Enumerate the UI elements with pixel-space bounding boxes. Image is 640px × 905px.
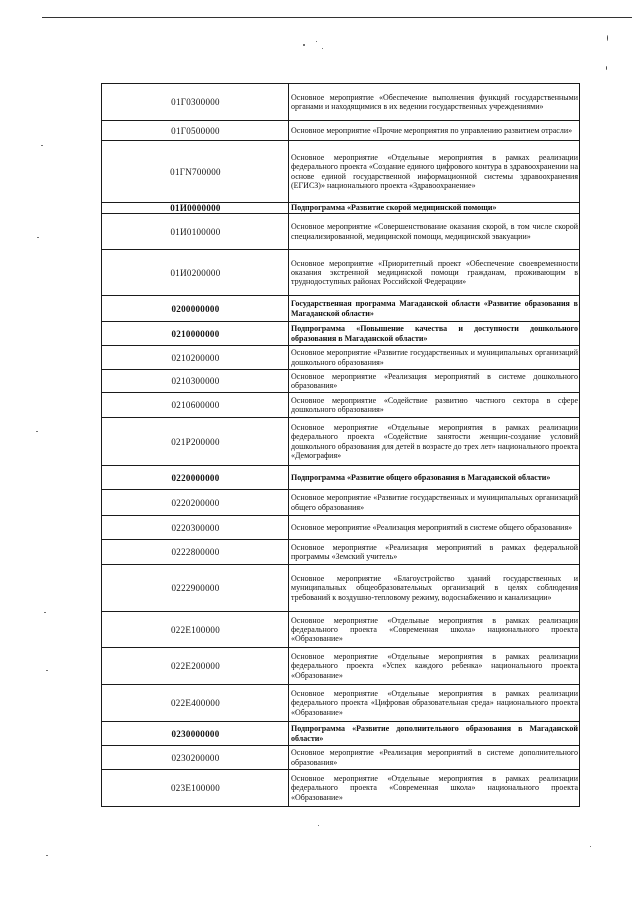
scan-speck: [44, 612, 46, 613]
table-row: [102, 346, 580, 370]
program-description: Основное мероприятие «Отдельные мероприятия в рамках реализации федерального проекта «Современная школа» национального проекта «Образование»: [289, 770, 580, 807]
classification-code: 0200000000: [102, 296, 289, 322]
classification-code: 01И0100000: [102, 214, 289, 250]
program-description: Основное мероприятие «Реализация мероприятий в системе дополнительного образования»: [289, 746, 580, 770]
classification-code: 022E400000: [102, 685, 289, 722]
program-description: Основное мероприятие «Реализация мероприятий в рамках федеральной программы «Земский учитель»: [289, 540, 580, 565]
program-description: Подпрограмма «Повышение качества и доступности дошкольного образования в Магаданской области»: [289, 322, 580, 346]
program-description: Государственная программа Магаданской области «Развитие образования в Магаданской области»: [289, 296, 580, 322]
program-description: Подпрограмма «Развитие дополнительного образования в Магаданской области»: [289, 722, 580, 746]
classification-code: 0210300000: [102, 370, 289, 393]
program-description: Подпрограмма «Развитие скорой медицинской помощи»: [289, 203, 580, 214]
table-row: [102, 516, 580, 540]
classification-code: 0222800000: [102, 540, 289, 565]
table-row: [102, 648, 580, 685]
budget-classification-table: [101, 83, 580, 807]
program-description: Основное мероприятие «Благоустройство зданий государственных и муниципальных общеобразовательных организаций в целях соблюдения требований к воздушно-тепловому режиму, водоснабжению и канализации»: [289, 565, 580, 612]
table-row: [102, 722, 580, 746]
scan-speck: [322, 48, 323, 49]
scan-speck: [606, 66, 607, 70]
scan-speck: [303, 44, 305, 46]
table-row: [102, 84, 580, 121]
classification-code: 0210600000: [102, 393, 289, 418]
program-description: Основное мероприятие «Прочие мероприятия по управлению развитием отрасли»: [289, 121, 580, 141]
scan-speck: [36, 431, 38, 432]
scan-speck: [37, 237, 39, 238]
scan-speck: [46, 670, 48, 671]
table-row: [102, 770, 580, 807]
program-description: Основное мероприятие «Отдельные мероприятия в рамках реализации федерального проекта «Успех каждого ребенка» национального проекта «Образование»: [289, 648, 580, 685]
classification-code: 01И0200000: [102, 250, 289, 296]
classification-code: 022E200000: [102, 648, 289, 685]
classification-code: 01Г0500000: [102, 121, 289, 141]
table-row: [102, 121, 580, 141]
table-row: [102, 214, 580, 250]
table-row: [102, 296, 580, 322]
classification-code: 01Г0300000: [102, 84, 289, 121]
program-description: Основное мероприятие «Отдельные мероприятия в рамках реализации федерального проекта «Современная школа» национального проекта «Образование»: [289, 612, 580, 648]
program-description: Основное мероприятие «Обеспечение выполнения функций государственными органами и находящимися в их ведении государственных учреждениями»: [289, 84, 580, 121]
program-description: Основное мероприятие «Отдельные мероприятия в рамках реализации федерального проекта «Содействие занятости женщин-создание условий дошкольного образования для детей в возрасте до трех лет» национального проекта «Демография»: [289, 418, 580, 466]
scan-speck: [41, 145, 43, 146]
table-row: [102, 250, 580, 296]
program-description: Основное мероприятие «Развитие государственных и муниципальных организаций общего образования»: [289, 490, 580, 516]
classification-code: 0210200000: [102, 346, 289, 370]
classification-code: 0220000000: [102, 466, 289, 490]
table-row: [102, 322, 580, 346]
table-row: [102, 565, 580, 612]
top-rule: [42, 17, 632, 18]
classification-code: 0222900000: [102, 565, 289, 612]
scan-speck: [316, 41, 317, 42]
table-row: [102, 203, 580, 214]
program-description: Основное мероприятие «Содействие развитию частного сектора в сфере дошкольного образования»: [289, 393, 580, 418]
program-description: Основное мероприятие «Совершенствование оказания скорой, в том числе скорой специализированной, медицинской помощи, медицинской эвакуации»: [289, 214, 580, 250]
classification-code: 01ГN700000: [102, 141, 289, 203]
classification-code: 022E100000: [102, 612, 289, 648]
scan-speck: [46, 855, 48, 856]
scan-speck: [607, 35, 608, 41]
program-description: Основное мероприятие «Реализация мероприятий в системе общего образования»: [289, 516, 580, 540]
table-row: [102, 466, 580, 490]
table-row: [102, 612, 580, 648]
table-row: [102, 746, 580, 770]
program-description: Основное мероприятие «Развитие государственных и муниципальных организаций дошкольного образования»: [289, 346, 580, 370]
table-row: [102, 685, 580, 722]
program-description: Подпрограмма «Развитие общего образования в Магаданской области»: [289, 466, 580, 490]
classification-code: 0220300000: [102, 516, 289, 540]
classification-code: 0210000000: [102, 322, 289, 346]
program-description: Основное мероприятие «Приоритетный проект «Обеспечение своевременности оказания экстренной медицинской помощи гражданам, проживающим в труднодоступных районах Российской Федерации»: [289, 250, 580, 296]
scan-speck: [318, 825, 319, 826]
table-row: [102, 141, 580, 203]
program-description: Основное мероприятие «Реализация мероприятий в системе дошкольного образования»: [289, 370, 580, 393]
table-row: [102, 418, 580, 466]
classification-code: 023E100000: [102, 770, 289, 807]
table-body: [102, 84, 580, 807]
classification-code: 0230200000: [102, 746, 289, 770]
classification-code: 0220200000: [102, 490, 289, 516]
program-description: Основное мероприятие «Отдельные мероприятия в рамках реализации федерального проекта «Создание единого цифрового контура в здравоохранении на основе единой государственной информационной системы здравоохранения (ЕГИСЗ)» национального проекта «Здравоохранение»: [289, 141, 580, 203]
classification-code: 01И0000000: [102, 203, 289, 214]
classification-code: 0230000000: [102, 722, 289, 746]
table-row: [102, 490, 580, 516]
table-row: [102, 540, 580, 565]
table-row: [102, 393, 580, 418]
scan-speck: [590, 846, 591, 847]
classification-code: 021P200000: [102, 418, 289, 466]
program-description: Основное мероприятие «Отдельные мероприятия в рамках реализации федерального проекта «Цифровая образовательная среда» национального проекта «Образование»: [289, 685, 580, 722]
table-row: [102, 370, 580, 393]
